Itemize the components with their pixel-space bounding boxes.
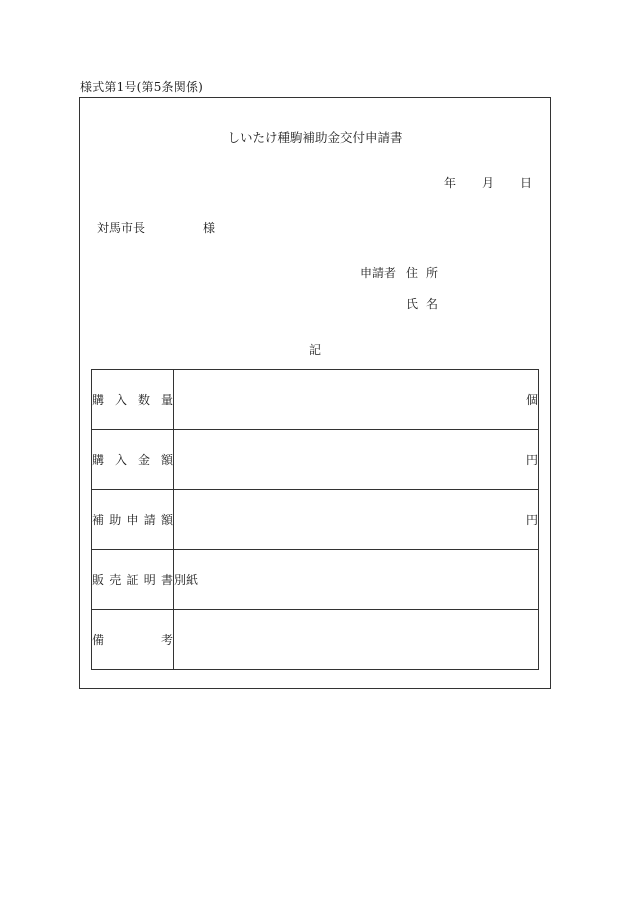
sales-certificate-field[interactable] (174, 550, 539, 610)
form-title: しいたけ種駒補助金交付申請書 (227, 130, 403, 145)
label-char: 助 (109, 513, 122, 527)
table-row (92, 610, 539, 670)
subsidy-request-unit: 円 (525, 513, 538, 527)
label-char: 量 (160, 393, 173, 407)
row-label-chars (92, 391, 173, 408)
date-year-label: 年 (443, 176, 456, 190)
label-char: 申 (126, 513, 139, 527)
purchase-amount-unit: 円 (525, 453, 538, 467)
applicant-address-label: 住所 (406, 266, 447, 280)
addressee-honorific: 様 (203, 221, 216, 235)
applicant-name-label: 氏名 (406, 297, 447, 311)
label-char: 証 (126, 573, 139, 587)
row-label-chars (92, 631, 173, 648)
label-char: 入 (114, 453, 127, 467)
date-line (444, 174, 532, 191)
row-label-quantity (92, 370, 174, 430)
row-label-sales-certificate (92, 550, 174, 610)
label-char: 数 (137, 393, 150, 407)
remarks-field[interactable] (174, 610, 539, 670)
form-number: 様式第1号(第5条関係) (80, 80, 204, 94)
label-char: 請 (143, 513, 156, 527)
table-row (92, 490, 539, 550)
label-char: 入 (114, 393, 127, 407)
label-char: 販 (92, 573, 105, 587)
ki-heading: 記 (308, 343, 321, 357)
label-char: 補 (92, 513, 105, 527)
label-char: 額 (160, 513, 173, 527)
row-label-chars (92, 451, 173, 468)
label-char: 売 (109, 573, 122, 587)
applicant-label: 申請者 (360, 266, 397, 280)
sales-certificate-value: 別紙 (174, 573, 199, 587)
label-char: 額 (160, 453, 173, 467)
application-form-frame (79, 97, 551, 689)
table-row (92, 430, 539, 490)
addressee (97, 219, 216, 236)
quantity-field[interactable] (174, 370, 539, 430)
label-char: 備 (92, 633, 105, 647)
label-char: 考 (160, 633, 173, 647)
row-label-subsidy-request (92, 490, 174, 550)
row-label-chars (92, 511, 173, 528)
details-table (91, 369, 539, 670)
label-char: 購 (92, 453, 105, 467)
quantity-unit: 個 (525, 393, 538, 407)
date-day-label: 日 (519, 176, 532, 190)
label-char: 書 (160, 573, 173, 587)
purchase-amount-field[interactable] (174, 430, 539, 490)
subsidy-request-field[interactable] (174, 490, 539, 550)
row-label-remarks (92, 610, 174, 670)
date-month-label: 月 (481, 176, 494, 190)
label-char: 明 (143, 573, 156, 587)
table-row (92, 550, 539, 610)
row-label-chars (92, 571, 173, 588)
label-char: 購 (92, 393, 105, 407)
row-label-purchase-amount (92, 430, 174, 490)
label-char: 金 (137, 453, 150, 467)
table-row (92, 370, 539, 430)
addressee-name: 対馬市長 (97, 221, 146, 235)
